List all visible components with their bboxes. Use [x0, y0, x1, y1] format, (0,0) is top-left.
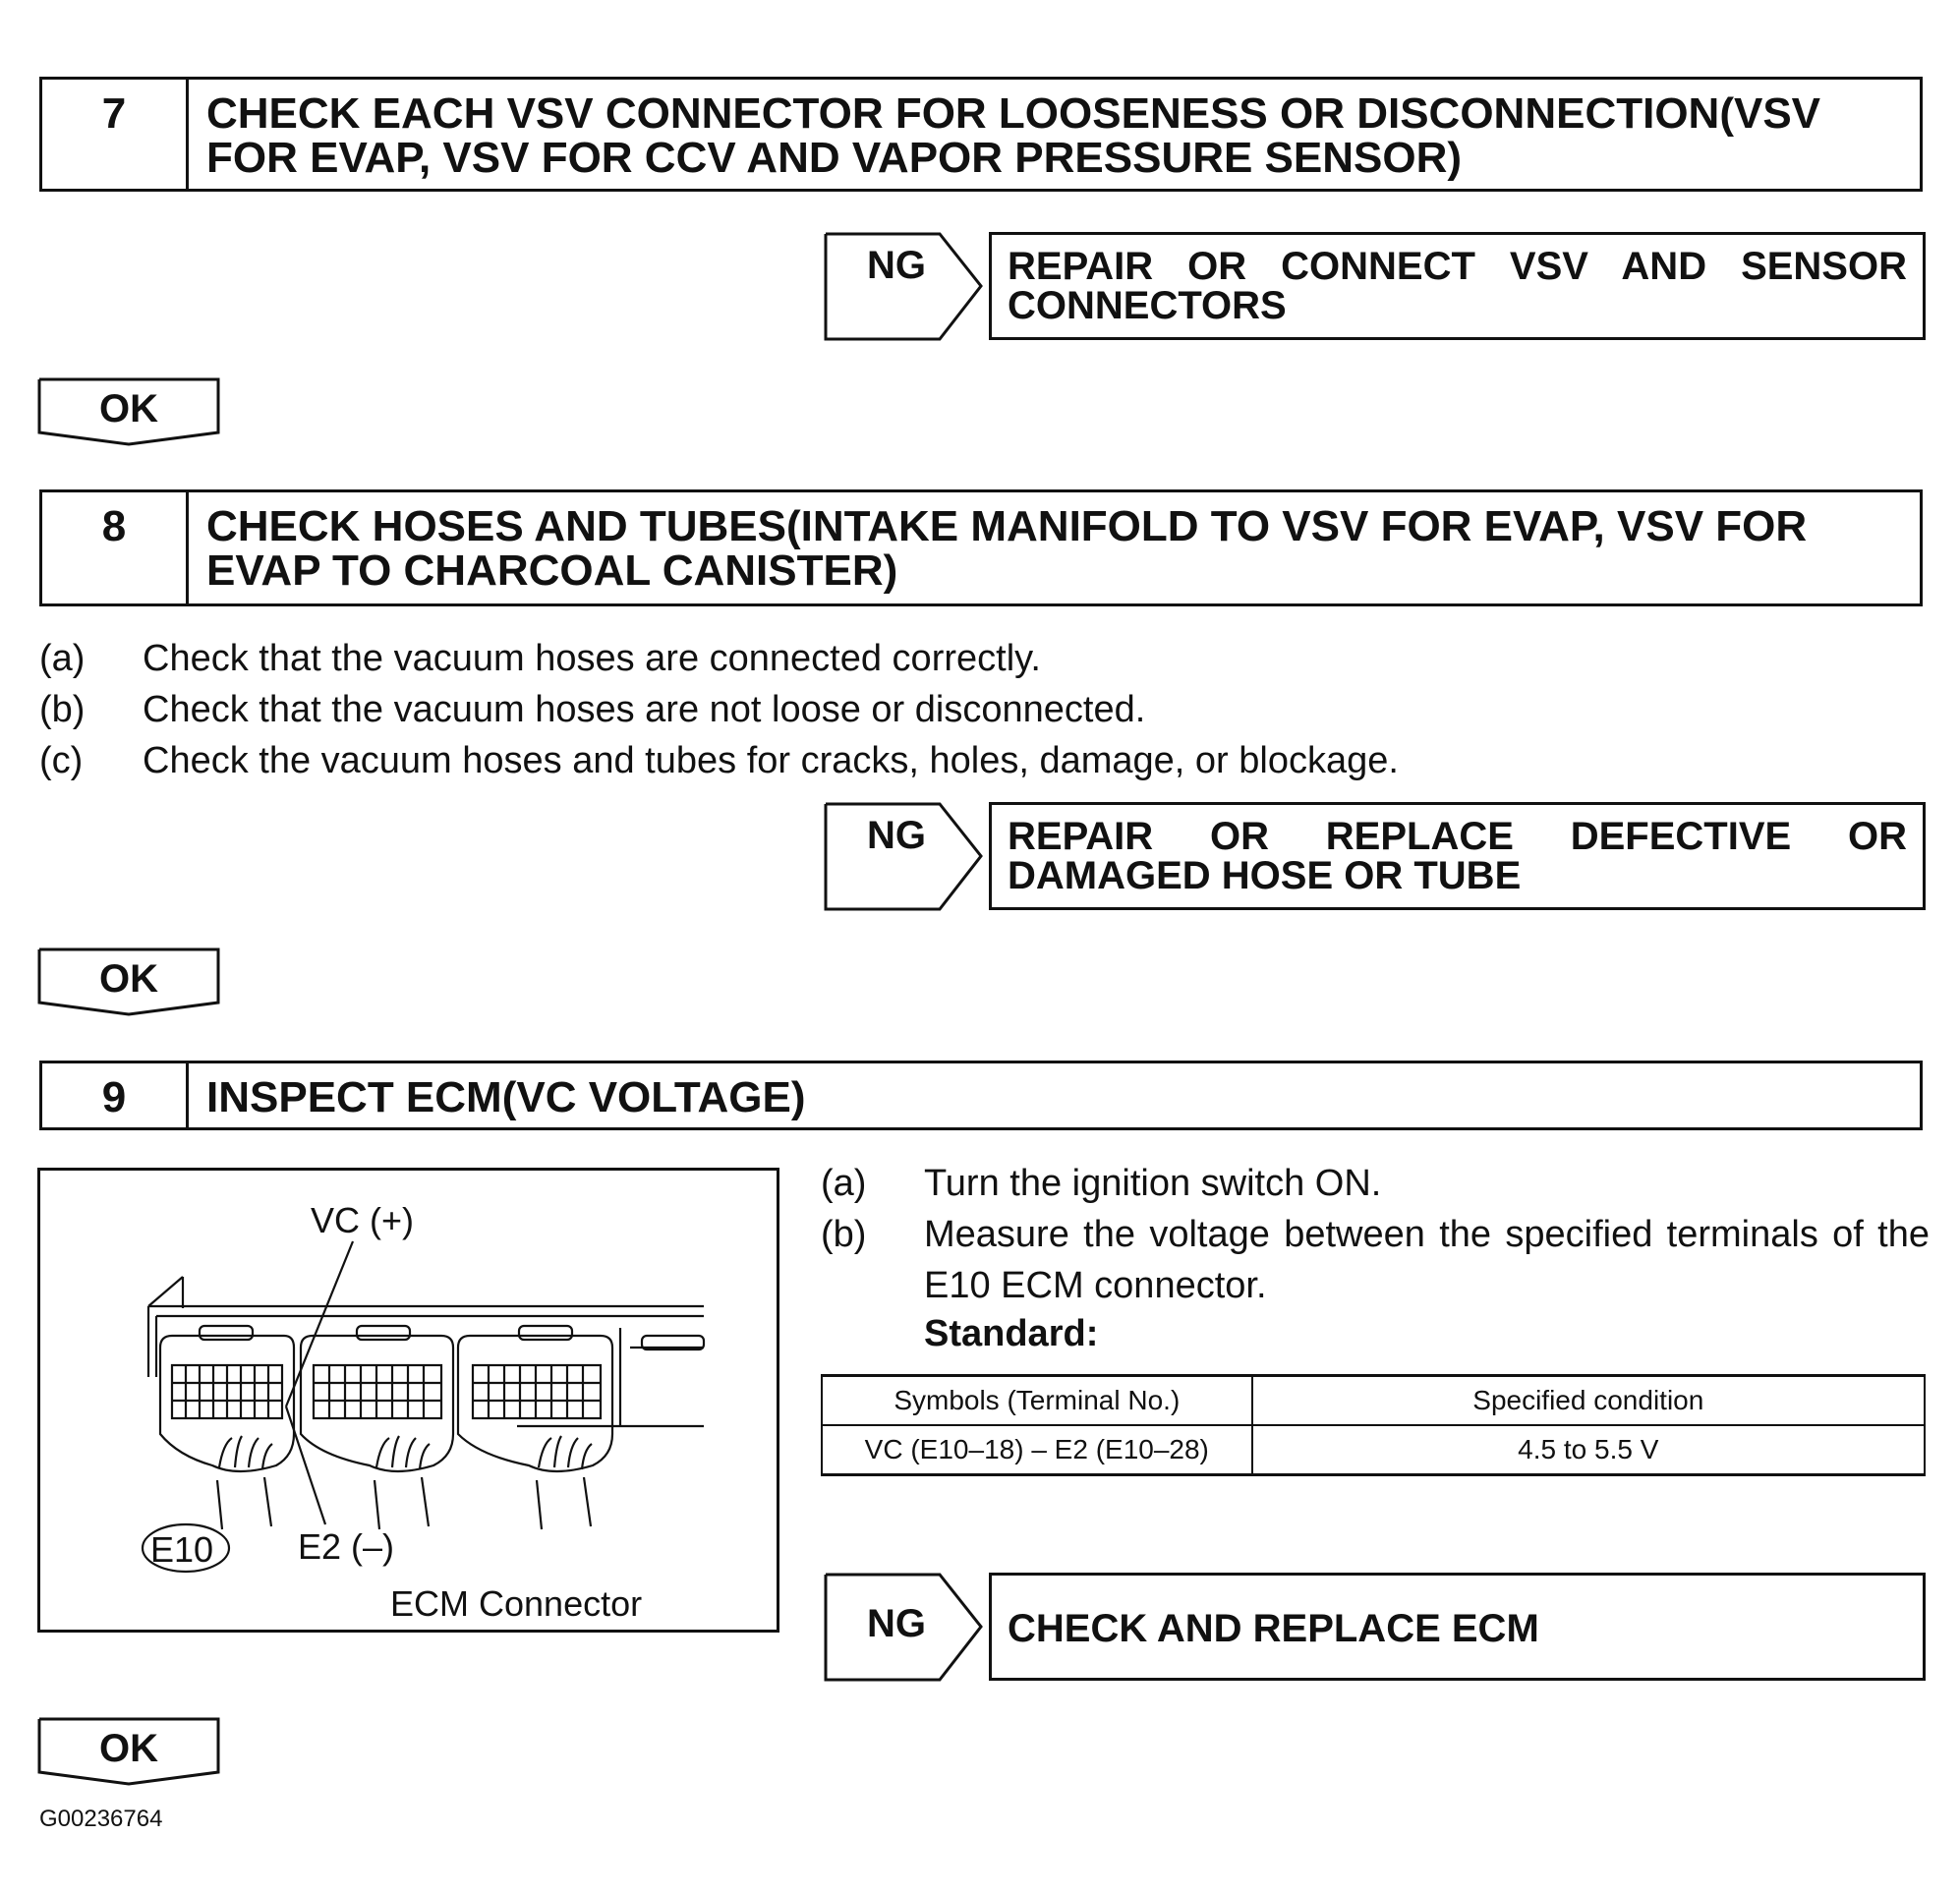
step-8-header	[39, 489, 1923, 606]
table-cell: 4.5 to 5.5 V	[1252, 1425, 1925, 1475]
list-item	[39, 633, 1399, 684]
substep-mark: (b)	[821, 1214, 867, 1255]
table-cell: VC (E10–18) – E2 (E10–28)	[822, 1425, 1252, 1475]
ok-arrow	[37, 1717, 220, 1786]
substep-mark: (c)	[39, 740, 84, 781]
spec-table	[821, 1374, 1926, 1476]
ng-result-box: REPAIR OR CONNECT VSV AND SENSOR CONNECTORS	[989, 232, 1926, 340]
ok-arrow	[37, 947, 220, 1016]
standard-label: Standard:	[924, 1313, 1099, 1354]
step-title: INSPECT ECM(VC VOLTAGE)	[206, 1073, 806, 1121]
step-title: CHECK EACH VSV CONNECTOR FOR LOOSENESS OR DISCONNECTION(VSV FOR EVAP, VSV FOR CCV AND VAPOR PRESSURE SENSOR)	[206, 89, 1821, 182]
step-number: 7	[42, 80, 189, 189]
table-header-row	[822, 1376, 1925, 1426]
step-7-header	[39, 77, 1923, 192]
ng-result-box: REPAIR OR REPLACE DEFECTIVE OR DAMAGED HOSE OR TUBE	[989, 802, 1926, 910]
substep-text: Check the vacuum hoses and tubes for cracks, holes, damage, or blockage.	[143, 740, 1399, 781]
ng-label: NG	[867, 814, 926, 857]
vc-terminal-label: VC (+)	[311, 1200, 415, 1240]
step-number: 8	[42, 492, 189, 603]
document-code: G00236764	[39, 1806, 163, 1832]
substep-mark: (a)	[821, 1163, 867, 1204]
ng-label: NG	[867, 1602, 926, 1645]
e2-terminal-label: E2 (–)	[298, 1526, 395, 1567]
substep-text: Check that the vacuum hoses are not loose or disconnected.	[143, 689, 1146, 730]
step-title: CHECK HOSES AND TUBES(INTAKE MANIFOLD TO VSV FOR EVAP, VSV FOR EVAP TO CHARCOAL CANISTER)	[206, 502, 1808, 595]
ecm-connector-illustration	[37, 1168, 779, 1633]
list-item	[39, 684, 1399, 735]
step-8-substeps	[39, 633, 1399, 786]
ng-result-box: CHECK AND REPLACE ECM	[989, 1573, 1926, 1681]
table-header-cell: Symbols (Terminal No.)	[822, 1376, 1252, 1426]
step-9-substeps	[821, 1158, 1930, 1311]
list-item	[39, 735, 1399, 786]
list-item	[821, 1158, 1930, 1209]
substep-text: Turn the ignition switch ON.	[924, 1163, 1382, 1204]
table-row	[822, 1425, 1925, 1475]
list-item	[821, 1209, 1930, 1311]
ng-label: NG	[867, 244, 926, 287]
step-number: 9	[42, 1063, 189, 1127]
ok-label: OK	[99, 1727, 158, 1770]
substep-mark: (b)	[39, 689, 86, 730]
substep-text: Measure the voltage between the specified terminals of the E10 ECM connector.	[924, 1214, 1930, 1306]
illustration-caption: ECM Connector	[390, 1583, 643, 1624]
connector-id-label: E10	[150, 1529, 214, 1570]
ok-label: OK	[99, 387, 158, 430]
substep-text: Check that the vacuum hoses are connected correctly.	[143, 638, 1041, 679]
table-header-cell: Specified condition	[1252, 1376, 1925, 1426]
ok-label: OK	[99, 957, 158, 1001]
substep-mark: (a)	[39, 638, 86, 679]
step-9-header	[39, 1061, 1923, 1130]
ok-arrow	[37, 377, 220, 446]
